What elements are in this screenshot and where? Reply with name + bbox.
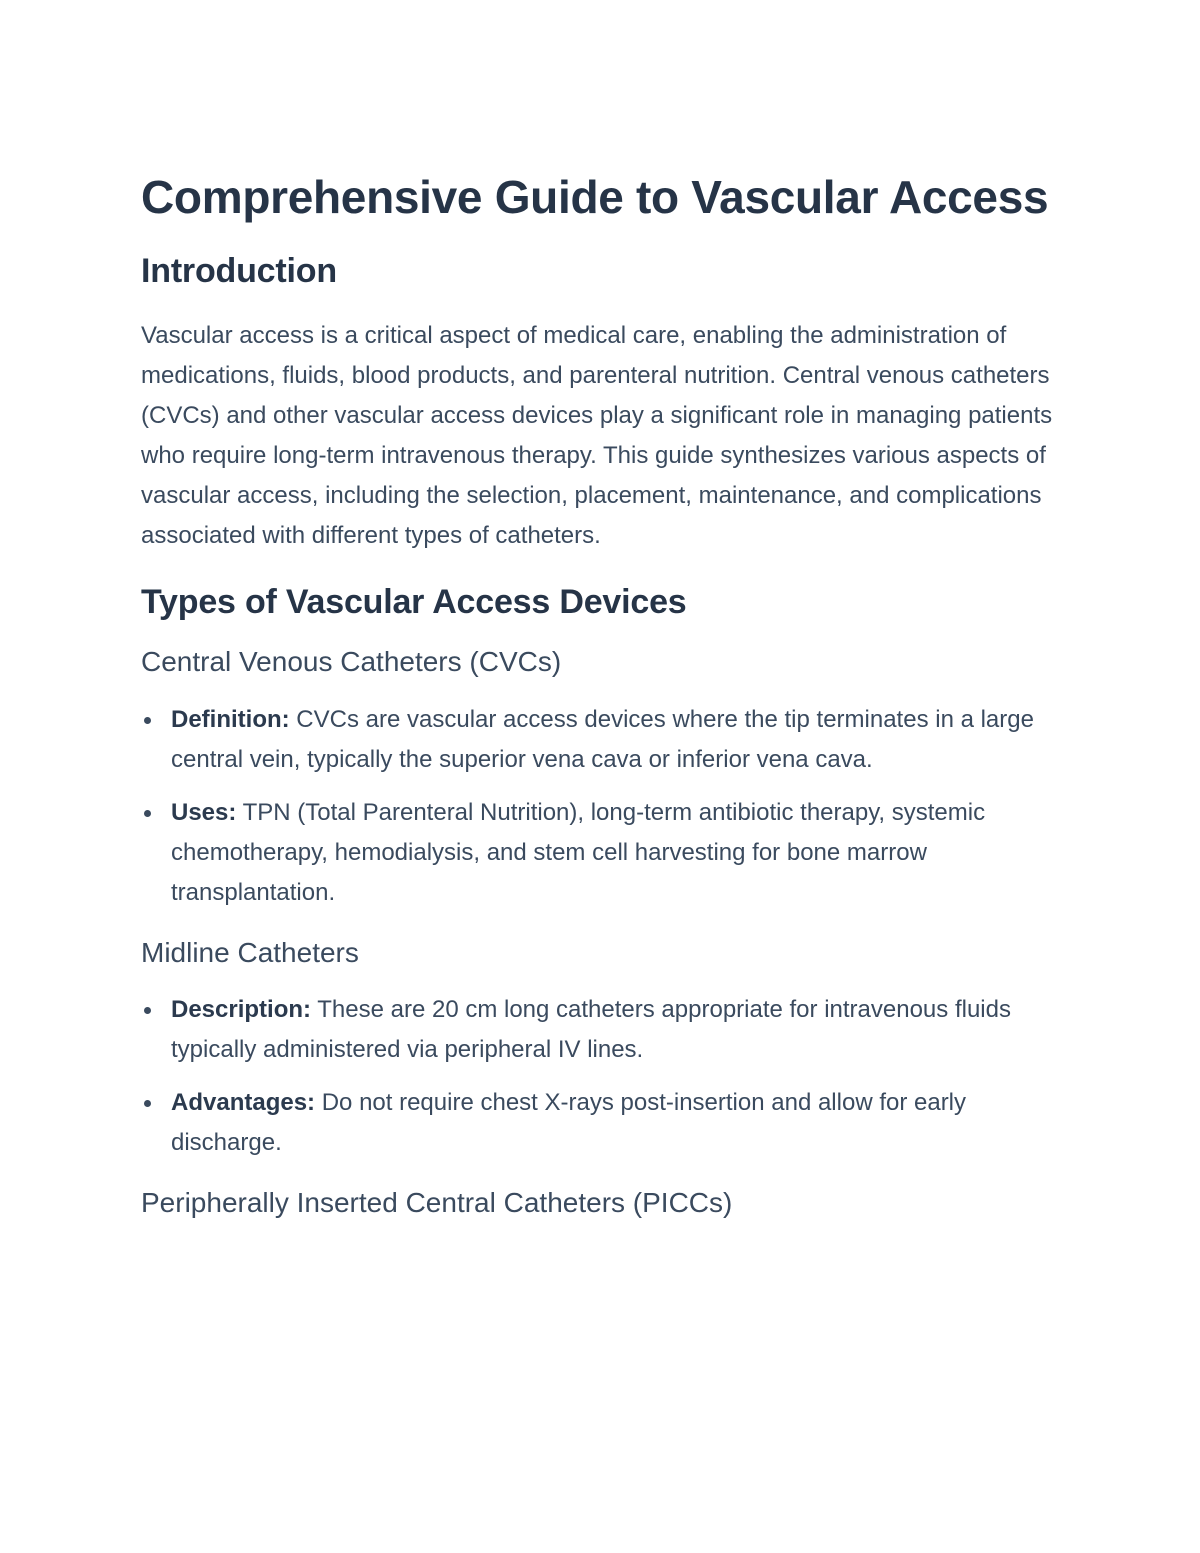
cvc-heading: Central Venous Catheters (CVCs) <box>141 646 562 677</box>
midline-list <box>141 990 1066 1163</box>
document-page <box>141 166 1066 1221</box>
bullet-label: Description: <box>171 996 312 1023</box>
bullet-text: These are 20 cm long catheters appropriate for intravenous fluids typically administered via peripheral IV lines. <box>171 996 1011 1063</box>
bullet-label: Uses: <box>171 799 237 826</box>
introduction-heading: Introduction <box>141 252 337 290</box>
picc-heading: Peripherally Inserted Central Catheters (PICCs) <box>141 1187 733 1218</box>
cvc-list <box>141 700 1066 913</box>
list-item <box>141 700 1066 780</box>
list-item <box>141 793 1066 913</box>
bullet-label: Advantages: <box>171 1089 316 1116</box>
page-title: Comprehensive Guide to Vascular Access <box>141 171 1049 223</box>
list-item <box>141 990 1066 1070</box>
bullet-text: TPN (Total Parenteral Nutrition), long-term antibiotic therapy, systemic chemotherapy, hemodialysis, and stem cell harvesting for bone marrow transplantation. <box>171 799 986 906</box>
list-item <box>141 1083 1066 1163</box>
bullet-text: Do not require chest X-rays post-insertion and allow for early discharge. <box>171 1089 967 1156</box>
bullet-label: Definition: <box>171 706 290 733</box>
introduction-paragraph: Vascular access is a critical aspect of medical care, enabling the administration of medications, fluids, blood products, and parenteral nutrition. Central venous catheters (CVCs) and other vascular access devices play a significant role in managing patients who require long-term intravenous therapy. This guide synthesizes various aspects of vascular access, including the selection, placement, maintenance, and complications associated with different types of catheters. <box>141 322 1053 549</box>
types-heading: Types of Vascular Access Devices <box>141 583 687 621</box>
bullet-text: CVCs are vascular access devices where the tip terminates in a large central vein, typically the superior vena cava or inferior vena cava. <box>171 706 1034 773</box>
midline-heading: Midline Catheters <box>141 937 359 968</box>
